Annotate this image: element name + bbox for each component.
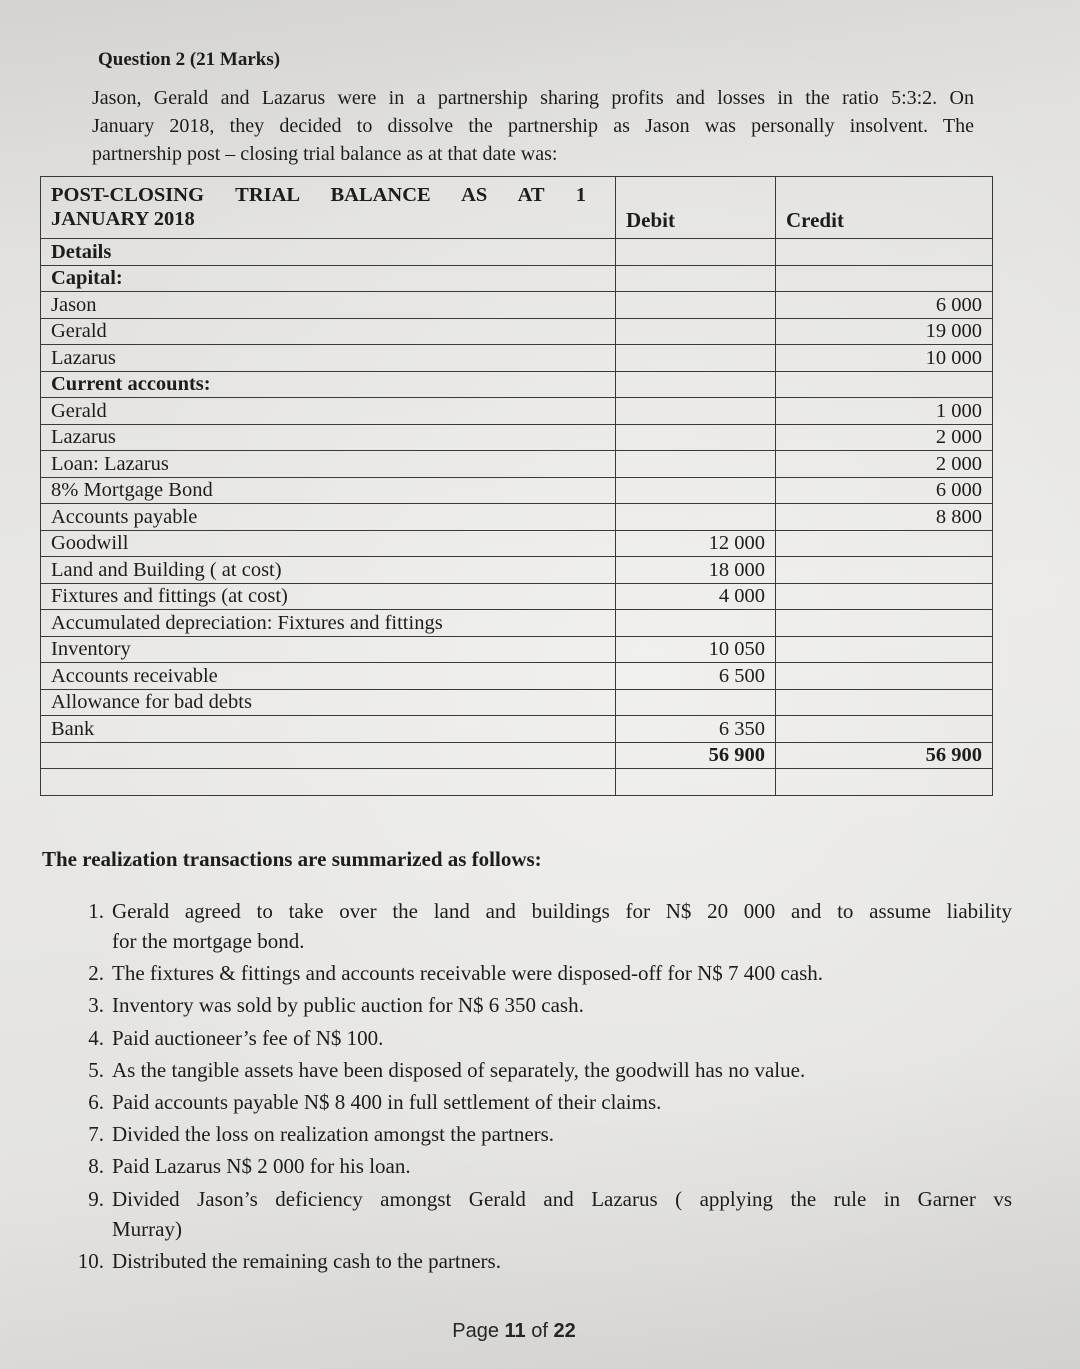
- item-text-line: Paid Lazarus N$ 2 000 for his loan.: [112, 1154, 411, 1179]
- row-capital-gerald: [41, 318, 993, 345]
- item-text: [112, 990, 1012, 1020]
- credit-cell: 2 000: [776, 424, 993, 451]
- row-label: Gerald: [41, 398, 616, 425]
- credit-cell: [776, 557, 993, 584]
- row-label: [41, 769, 616, 796]
- item-text: [112, 1184, 1012, 1244]
- credit-header: Credit: [776, 177, 993, 239]
- credit-cell: 8 800: [776, 504, 993, 531]
- item-text-line: The fixtures & fittings and accounts receivable were disposed-off for N$ 7 400 cash.: [112, 961, 824, 986]
- item-text-line: for the mortgage bond.: [112, 929, 305, 953]
- row-blank: [41, 769, 993, 796]
- row-label: Bank: [41, 716, 616, 743]
- list-item: [70, 990, 1012, 1020]
- debit-cell: 10 050: [616, 636, 776, 663]
- row-label: Details: [41, 239, 616, 266]
- item-number: 5.: [88, 1057, 104, 1082]
- row-capital-heading: [41, 265, 993, 292]
- row-label: Accounts receivable: [41, 663, 616, 690]
- credit-cell: [776, 769, 993, 796]
- row-label: Accounts payable: [41, 504, 616, 531]
- realization-list: [70, 896, 1012, 1278]
- credit-cell: 2 000: [776, 451, 993, 478]
- row-label: Current accounts:: [41, 371, 616, 398]
- item-text-line: Divided the loss on realization amongst the partners.: [112, 1122, 555, 1147]
- debit-cell: [616, 610, 776, 637]
- row-accumulated-depreciation: [41, 610, 993, 637]
- item-text-line: Paid accounts payable N$ 8 400 in full settlement of their claims.: [112, 1089, 662, 1114]
- intro-line: partnership post – closing trial balance as at that date was:: [92, 143, 558, 165]
- credit-cell: [776, 610, 993, 637]
- debit-cell: [616, 424, 776, 451]
- item-text-line: As the tangible assets have been disposed of separately, the goodwill has no value.: [112, 1057, 806, 1082]
- item-text-line: Paid auctioneer’s fee of N$ 100.: [112, 1025, 384, 1050]
- row-label: Lazarus: [41, 345, 616, 372]
- credit-cell: [776, 583, 993, 610]
- list-item: [70, 1184, 1012, 1244]
- debit-cell: [616, 345, 776, 372]
- credit-cell: [776, 689, 993, 716]
- row-allowance-bad-debts: [41, 689, 993, 716]
- item-number: 4.: [88, 1025, 104, 1050]
- credit-cell: 19 000: [776, 318, 993, 345]
- row-details: [41, 239, 993, 266]
- debit-cell: 18 000: [616, 557, 776, 584]
- list-item: [70, 1023, 1012, 1053]
- credit-total: 56 900: [776, 742, 993, 769]
- list-item: [70, 896, 1012, 956]
- total-pages-number: 22: [553, 1320, 576, 1342]
- debit-cell: [616, 371, 776, 398]
- credit-cell: [776, 371, 993, 398]
- item-number: 1.: [88, 899, 104, 923]
- debit-cell: [616, 318, 776, 345]
- table-heading: [41, 177, 616, 239]
- table-heading-line: POST-CLOSING TRIAL BALANCE AS AT 1: [51, 184, 586, 206]
- item-text-line: Gerald agreed to take over the land and buildings for N$ 20 000 and to assume liability: [112, 899, 1012, 923]
- row-current-accounts-heading: [41, 371, 993, 398]
- row-label: Lazarus: [41, 424, 616, 451]
- row-goodwill: [41, 530, 993, 557]
- debit-cell: 6 350: [616, 716, 776, 743]
- row-inventory: [41, 636, 993, 663]
- item-text-line: Divided Jason’s deficiency amongst Gerald and Lazarus ( applying the rule in Garner vs: [112, 1186, 1012, 1211]
- current-page-number: 11: [504, 1320, 526, 1342]
- row-label: Jason: [41, 292, 616, 319]
- row-label: 8% Mortgage Bond: [41, 477, 616, 504]
- debit-cell: 12 000: [616, 530, 776, 557]
- page-word: Page: [452, 1320, 499, 1342]
- item-number: 3.: [88, 993, 104, 1018]
- item-text-line: Distributed the remaining cash to the partners.: [112, 1248, 501, 1273]
- debit-cell: 6 500: [616, 663, 776, 690]
- row-label: Fixtures and fittings (at cost): [41, 583, 616, 610]
- row-loan-lazarus: [41, 451, 993, 478]
- credit-cell: 1 000: [776, 398, 993, 425]
- row-fixtures-fittings: [41, 583, 993, 610]
- list-item: [70, 1119, 1012, 1149]
- item-text: [112, 1119, 1012, 1149]
- debit-header: Debit: [616, 177, 776, 239]
- credit-cell: [776, 530, 993, 557]
- debit-cell: [616, 689, 776, 716]
- credit-cell: 6 000: [776, 477, 993, 504]
- row-label: Allowance for bad debts: [41, 689, 616, 716]
- row-capital-lazarus: [41, 345, 993, 372]
- list-item: [70, 1055, 1012, 1085]
- item-text: [112, 1023, 1012, 1053]
- item-number: 6.: [88, 1089, 104, 1114]
- list-item: [70, 1246, 1012, 1276]
- row-current-gerald: [41, 398, 993, 425]
- row-accounts-receivable: [41, 663, 993, 690]
- credit-cell: [776, 636, 993, 663]
- debit-cell: [616, 477, 776, 504]
- row-totals: [41, 742, 993, 769]
- credit-cell: [776, 239, 993, 266]
- item-number: 8.: [88, 1154, 104, 1179]
- debit-cell: [616, 398, 776, 425]
- row-label: Goodwill: [41, 530, 616, 557]
- table-header-row: [41, 177, 993, 239]
- row-bank: [41, 716, 993, 743]
- debit-cell: 4 000: [616, 583, 776, 610]
- intro-paragraph: [92, 84, 974, 168]
- row-mortgage-bond: [41, 477, 993, 504]
- debit-cell: [616, 451, 776, 478]
- trial-balance-table: [40, 176, 993, 796]
- debit-total: 56 900: [616, 742, 776, 769]
- credit-cell: 6 000: [776, 292, 993, 319]
- item-text-line: Inventory was sold by public auction for N$ 6 350 cash.: [112, 993, 584, 1018]
- row-capital-jason: [41, 292, 993, 319]
- debit-cell: [616, 265, 776, 292]
- item-text: [112, 1151, 1012, 1181]
- row-label: Accumulated depreciation: Fixtures and fittings: [41, 610, 616, 637]
- item-number: 9.: [88, 1186, 104, 1211]
- row-label: Capital:: [41, 265, 616, 292]
- row-label: Gerald: [41, 318, 616, 345]
- row-label: Land and Building ( at cost): [41, 557, 616, 584]
- item-number: 10.: [77, 1248, 104, 1273]
- realization-heading: The realization transactions are summarized as follows:: [42, 847, 542, 871]
- credit-cell: [776, 265, 993, 292]
- table-heading-line: JANUARY 2018: [51, 208, 195, 230]
- debit-cell: [616, 769, 776, 796]
- debit-cell: [616, 239, 776, 266]
- item-text: [112, 896, 1012, 956]
- intro-line: Jason, Gerald and Lazarus were in a partnership sharing profits and losses in the ratio 5:3:2. On: [92, 87, 974, 109]
- credit-cell: [776, 663, 993, 690]
- row-label: Loan: Lazarus: [41, 451, 616, 478]
- debit-cell: [616, 504, 776, 531]
- intro-line: January 2018, they decided to dissolve the partnership as Jason was personally insolvent. The: [92, 115, 974, 137]
- row-land-building: [41, 557, 993, 584]
- item-number: 7.: [88, 1122, 104, 1147]
- list-item: [70, 1151, 1012, 1181]
- credit-cell: 10 000: [776, 345, 993, 372]
- debit-cell: [616, 292, 776, 319]
- row-accounts-payable: [41, 504, 993, 531]
- row-label: [41, 742, 616, 769]
- of-word: of: [531, 1320, 548, 1342]
- row-label: Inventory: [41, 636, 616, 663]
- item-text: [112, 1087, 1012, 1117]
- question-title: Question 2 (21 Marks): [98, 49, 281, 70]
- item-text: [112, 958, 1012, 988]
- item-text: [112, 1246, 1012, 1276]
- credit-cell: [776, 716, 993, 743]
- list-item: [70, 1087, 1012, 1117]
- row-current-lazarus: [41, 424, 993, 451]
- item-text-line: Murray): [112, 1216, 182, 1241]
- item-number: 2.: [88, 961, 104, 986]
- item-text: [112, 1055, 1012, 1085]
- list-item: [70, 958, 1012, 988]
- page-footer: [364, 1318, 664, 1344]
